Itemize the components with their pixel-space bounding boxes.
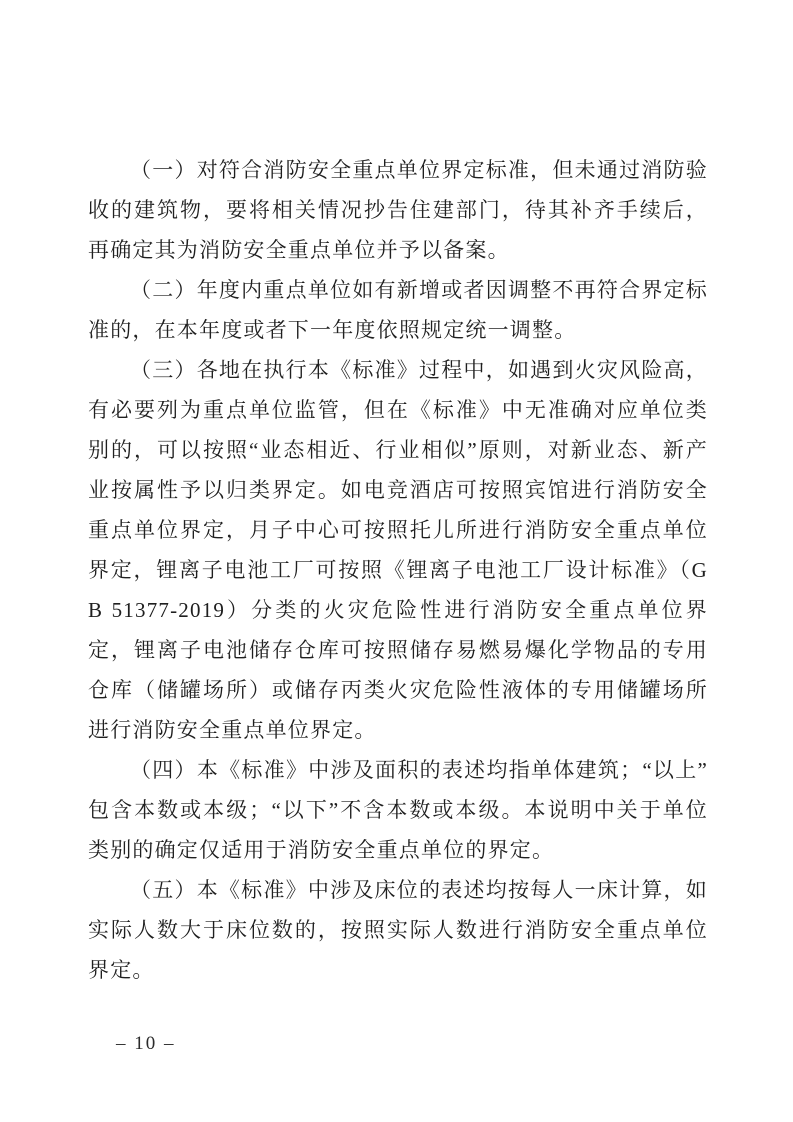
- body-paragraph: （一）对符合消防安全重点单位界定标准，但未通过消防验收的建筑物，要将相关情况抄告住建部门，待其补齐手续后，再确定其为消防安全重点单位并予以备案。: [88, 158, 708, 262]
- body-paragraph: （五）本《标准》中涉及床位的表述均按每人一床计算，如实际人数大于床位数的，按照实际人数进行消防安全重点单位界定。: [88, 878, 708, 982]
- body-paragraph: （三）各地在执行本《标准》过程中，如遇到火灾风险高，有必要列为重点单位监管，但在《标准》中无准确对应单位类别的，可以按照“业态相近、行业相似”原则，对新业态、新产业按属性予以归类界定。如电竞酒店可按照宾馆进行消防安全重点单位界定，月子中心可按照托儿所进行消防安全重点单位界定，锂离子电池工厂可按照《锂离子电池工厂设计标准》（GB 51377-2019）分类的火灾危险性进行消防安全重点单位界定，锂离子电池储存仓库可按照储存易燃易爆化学物品的专用仓库（储罐场所）或储存丙类火灾危险性液体的专用储罐场所进行消防安全重点单位界定。: [88, 358, 708, 742]
- body-paragraph: （二）年度内重点单位如有新增或者因调整不再符合界定标准的，在本年度或者下一年度依照规定统一调整。: [88, 278, 708, 342]
- body-paragraph: （四）本《标准》中涉及面积的表述均指单体建筑；“以上”包含本数或本级；“以下”不含本数或本级。本说明中关于单位类别的确定仅适用于消防安全重点单位的界定。: [88, 758, 708, 862]
- page-number: – 10 –: [116, 1033, 176, 1054]
- page-body: [88, 150, 708, 990]
